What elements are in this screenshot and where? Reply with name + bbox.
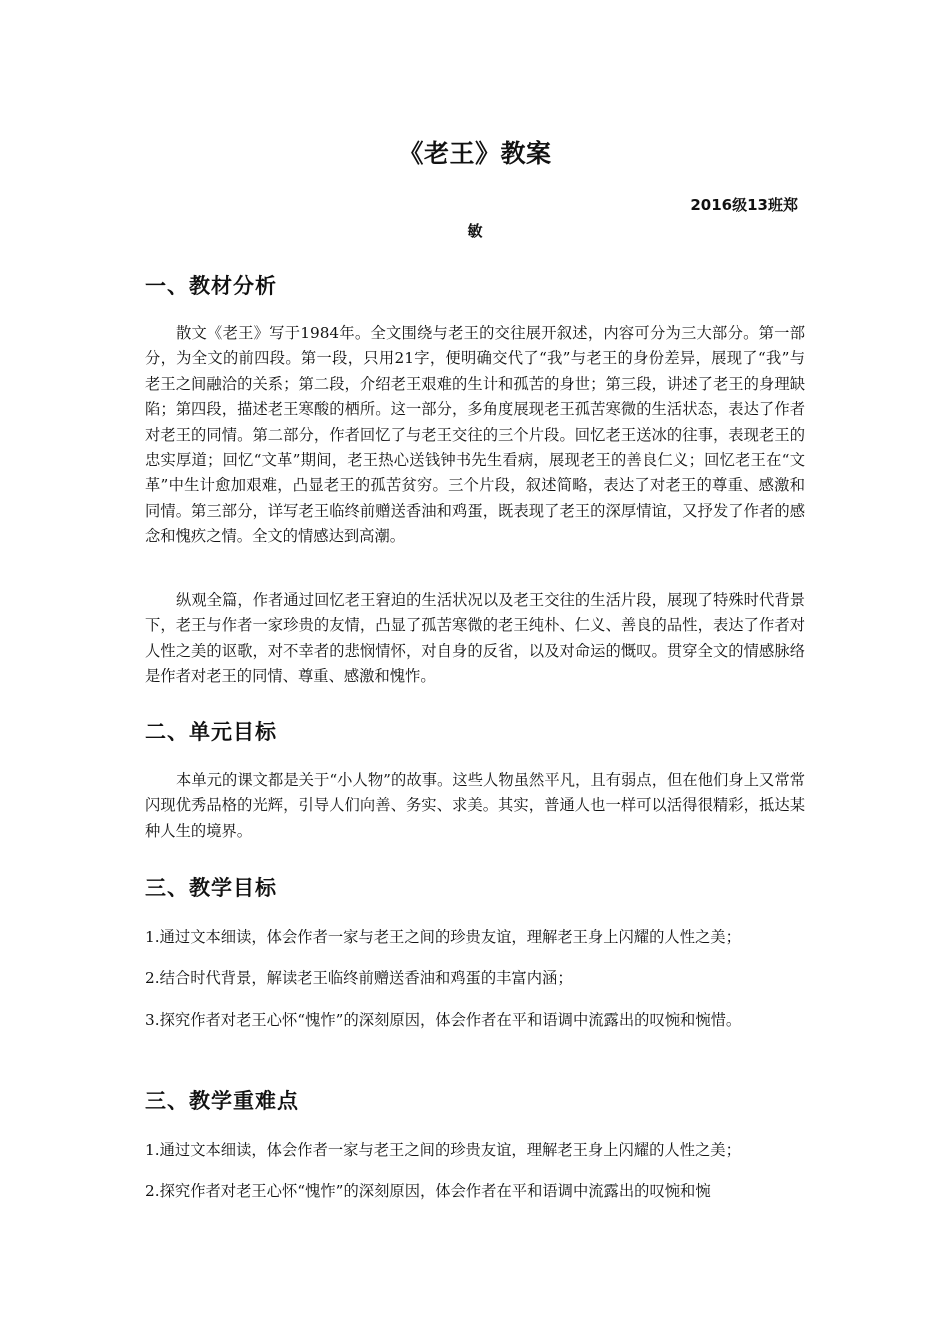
author-line-2: 敏 [467, 222, 483, 240]
section-heading-unit-goals: 二、单元目标 [145, 720, 277, 744]
list-item: 3.探究作者对老王心怀“愧怍”的深刻原因，体会作者在平和语调中流露出的叹惋和惋惜。 [145, 1011, 742, 1029]
list-item: 1.通过文本细读，体会作者一家与老王之间的珍贵友谊，理解老王身上闪耀的人性之美； [145, 928, 741, 946]
paragraph: 纵观全篇，作者通过回忆老王窘迫的生活状况以及老王交往的生活片段，展现了特殊时代背景下，老王与作者一家珍贵的友情，凸显了孤苦寒微的老王纯朴、仁义、善良的品性，表达了作者对人性之美的讴歌，对不幸者的悲悯情怀，对自身的反省，以及对命运的慨叹。贯穿全文的情感脉络是作者对老王的同情、尊重、感激和愧怍。 [145, 591, 805, 686]
section-heading-key-difficulties: 三、教学重难点 [145, 1089, 299, 1113]
list-item: 2.探究作者对老王心怀“愧怍”的深刻原因，体会作者在平和语调中流露出的叹惋和惋 [145, 1182, 711, 1200]
list-item: 1.通过文本细读，体会作者一家与老王之间的珍贵友谊，理解老王身上闪耀的人性之美； [145, 1141, 741, 1159]
list-item: 2.结合时代背景，解读老王临终前赠送香油和鸡蛋的丰富内涵； [145, 969, 573, 987]
paragraph: 散文《老王》写于1984年。全文围绕与老王的交往展开叙述，内容可分为三大部分。第一部分，为全文的前四段。第一段，只用21字，便明确交代了“我”与老王的身份差异，展现了“我”与老王之间融洽的关系；第二段，介绍老王艰难的生计和孤苦的身世；第三段，讲述了老王的身理缺陷；第四段，描述老王寒酸的栖所。这一部分，多角度展现老王孤苦寒微的生活状态，表达了作者对老王的同情。第二部分，作者回忆了与老王交往的三个片段。回忆老王送冰的往事，表现老王的忠实厚道；回忆“文革”期间，老王热心送钱钟书先生看病，展现老王的善良仁义；回忆老王在“文革”中生计愈加艰难，凸显老王的孤苦贫穷。三个片段，叙述简略，表达了对老王的尊重、感激和同情。第三部分，详写老王临终前赠送香油和鸡蛋，既表现了老王的深厚情谊，又抒发了作者的感念和愧疚之情。全文的情感达到高潮。 [145, 324, 805, 546]
author-line-1: 2016级13班郑 [690, 196, 798, 214]
section-heading-textbook-analysis: 一、教材分析 [145, 274, 277, 298]
section-heading-teaching-goals: 三、教学目标 [145, 876, 277, 900]
paragraph: 本单元的课文都是关于“小人物”的故事。这些人物虽然平凡，且有弱点，但在他们身上又常常闪现优秀品格的光辉，引导人们向善、务实、求美。其实，普通人也一样可以活得很精彩，抵达某种人生的境界。 [145, 771, 805, 840]
document-title: 《老王》教案 [398, 139, 552, 168]
